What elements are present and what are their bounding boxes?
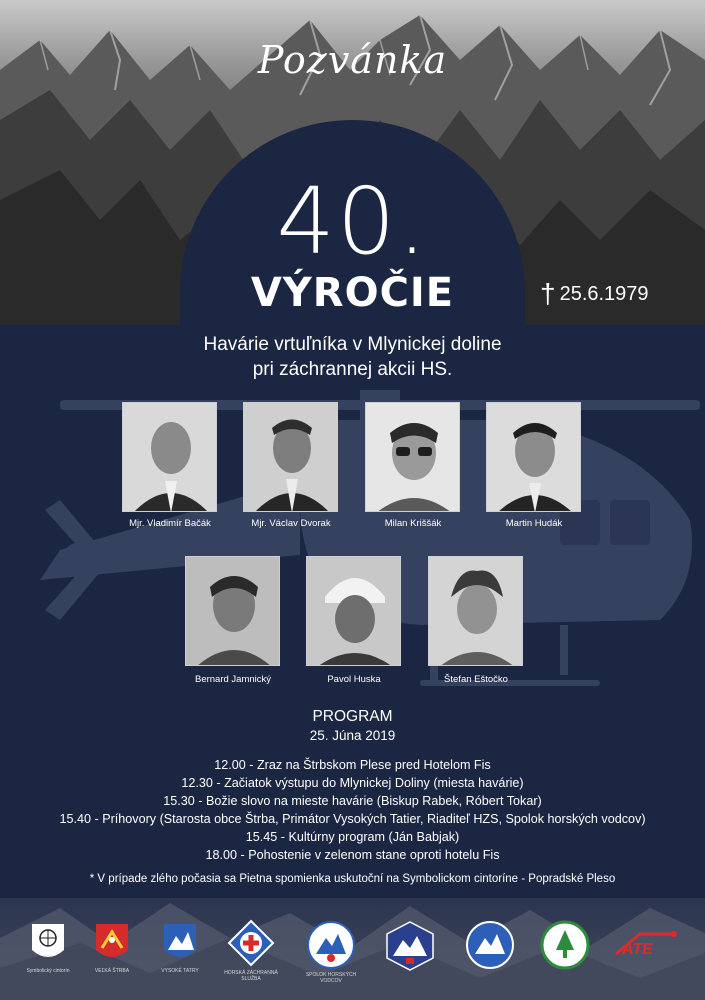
portrait-photo bbox=[306, 556, 401, 666]
logo-caption: VEĽKÁ ŠTRBA bbox=[94, 968, 130, 974]
portrait-photo bbox=[365, 402, 460, 512]
symbolic-cemetery-logo bbox=[28, 920, 68, 966]
tatra-mountaineering-logo bbox=[385, 920, 435, 972]
schedule-item: 15.40 - Príhovory (Starosta obce Štrba, Primátor Vysokých Tatier, Riaditeľ HZS, Spolok horských vodcov) bbox=[59, 812, 646, 826]
logo-caption: SPOLOK HORSKÝCH VODCOV bbox=[305, 972, 357, 984]
person-name: Mjr. Václav Dvorak bbox=[251, 518, 331, 529]
vysoke-tatry-coat-of-arms bbox=[160, 920, 200, 966]
schedule-item: 12.30 - Začiatok výstupu do Mlynickej Doliny (miesta havárie) bbox=[181, 776, 524, 790]
portrait-photo bbox=[428, 556, 523, 666]
anniversary-number: 40. bbox=[276, 168, 429, 275]
logo-caption: HORSKÁ ZÁCHRANNÁ SLUŽBA bbox=[224, 970, 278, 982]
program-date: 25. Júna 2019 bbox=[309, 728, 396, 743]
portrait-photo bbox=[243, 402, 338, 512]
schedule-item: 12.00 - Zraz na Štrbskom Plese pred Hotelom Fis bbox=[214, 758, 491, 772]
logo-caption: Symbolický cintorín bbox=[26, 968, 70, 974]
event-subtitle bbox=[0, 332, 705, 382]
anniversary-word: VÝROČIE bbox=[250, 270, 455, 316]
date-text: 25.6.1979 bbox=[559, 283, 649, 305]
subtitle-line-2: pri záchrannej akcii HS. bbox=[252, 359, 453, 380]
logo-caption: VYSOKÉ TATRY bbox=[161, 968, 199, 974]
subtitle-line-1: Havárie vrtuľníka v Mlynickej doline bbox=[203, 334, 502, 355]
strba-coat-of-arms bbox=[92, 920, 132, 966]
schedule-item: 15.45 - Kultúrny program (Ján Babjak) bbox=[245, 830, 460, 844]
ate-logo-text: ATE bbox=[622, 941, 653, 958]
portrait-photo bbox=[185, 556, 280, 666]
person-name: Martin Hudák bbox=[505, 518, 563, 529]
person-name: Milan Kriššák bbox=[384, 518, 442, 529]
person-name: Bernard Jamnický bbox=[194, 674, 272, 685]
portrait-photo bbox=[122, 402, 217, 512]
mountain-guides-logo bbox=[306, 920, 356, 970]
weather-note: * V prípade zlého počasia sa Pietna spomienka uskutoční na Symbolickom cintoríne - Popradské Pleso bbox=[89, 873, 616, 885]
cross-icon: † bbox=[540, 278, 556, 309]
program-heading: PROGRAM bbox=[312, 708, 393, 725]
program-schedule bbox=[0, 756, 705, 864]
portrait-photo bbox=[486, 402, 581, 512]
schedule-item: 18.00 - Pohostenie v zelenom stane oproti hotelu Fis bbox=[205, 848, 500, 862]
person-name: Pavol Huska bbox=[327, 674, 381, 685]
ate-logo bbox=[610, 928, 680, 958]
memorial-date bbox=[540, 278, 649, 310]
person-name: Štefan Eštočko bbox=[444, 674, 508, 685]
invitation-title: Pozvánka bbox=[257, 38, 448, 82]
forest-service-logo bbox=[540, 920, 590, 970]
mountain-rescue-logo bbox=[226, 918, 276, 968]
schedule-item: 15.30 - Božie slovo na mieste havárie (Biskup Rabek, Róbert Tokar) bbox=[163, 794, 542, 808]
person-name: Mjr. Vladimír Bačák bbox=[129, 518, 211, 529]
alpine-club-logo bbox=[465, 920, 515, 970]
